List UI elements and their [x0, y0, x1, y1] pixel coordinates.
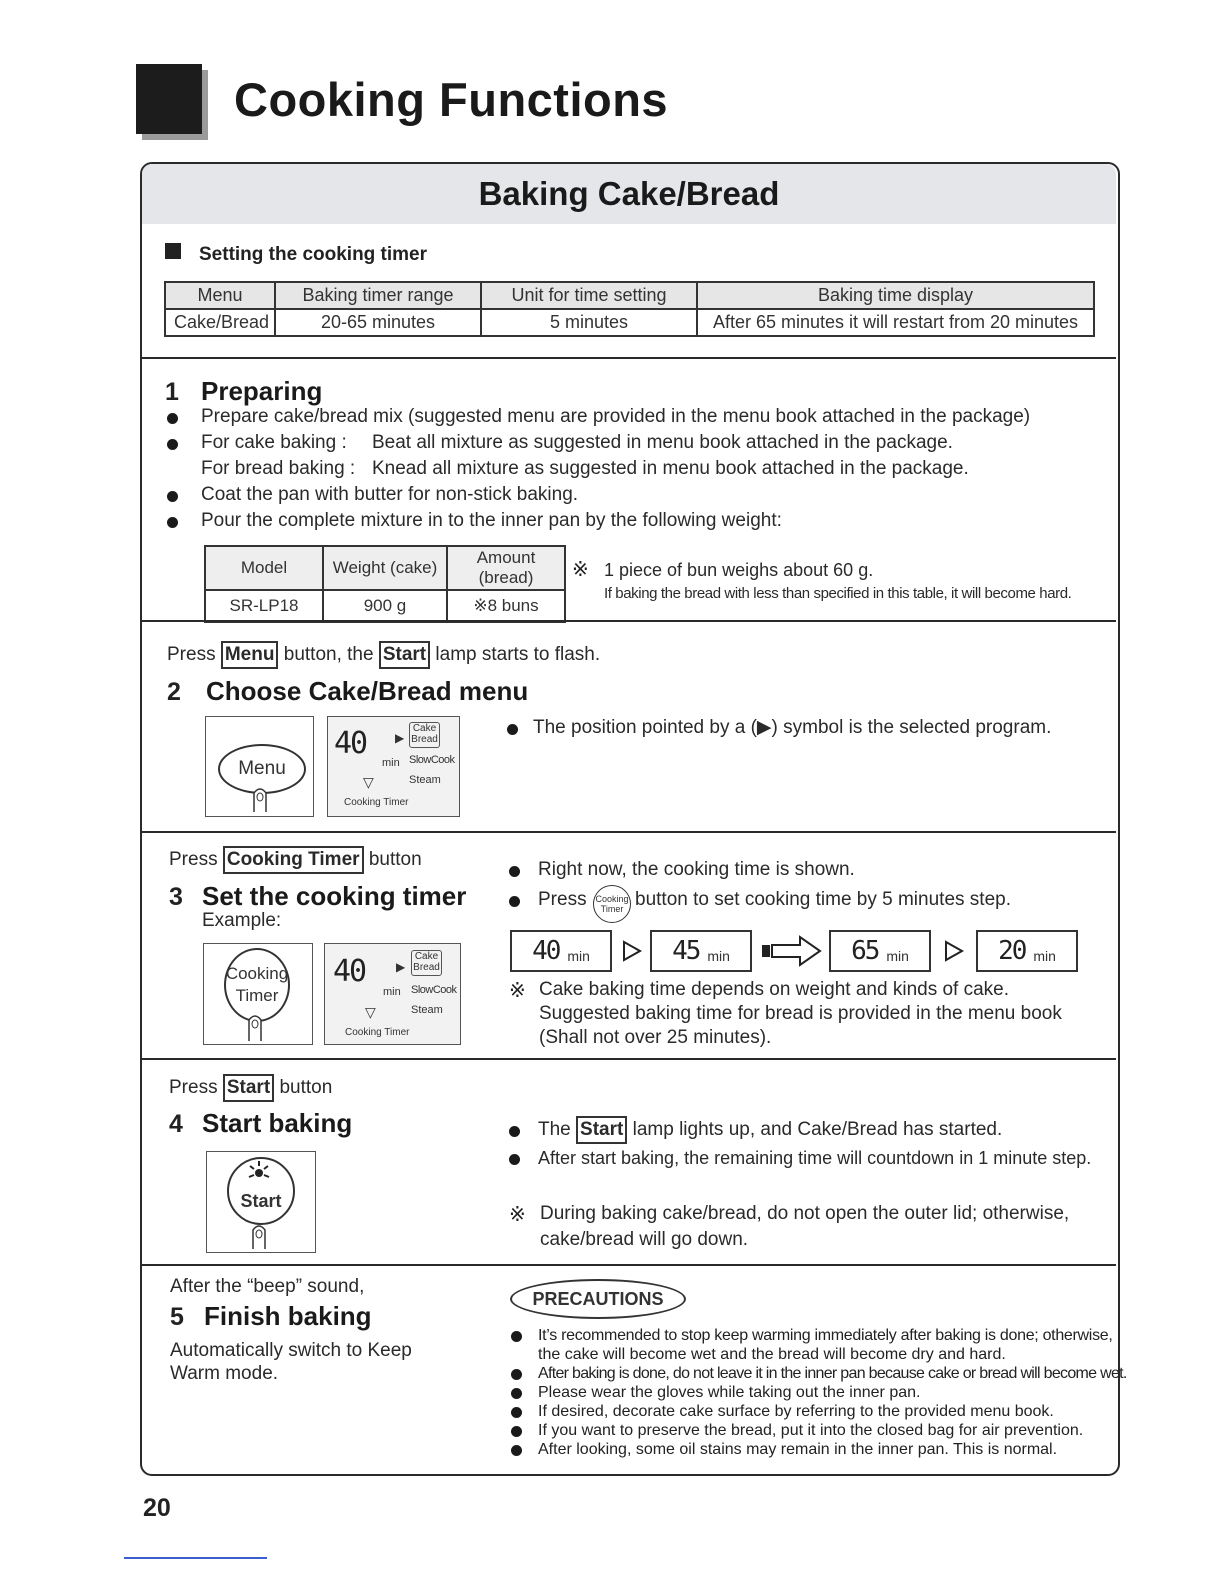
sparkle-icon	[247, 1160, 271, 1184]
table-header-cell: Unit for time setting	[481, 282, 697, 309]
time-display-unit: min	[707, 948, 730, 964]
table-row	[165, 309, 1094, 336]
menu-bread-label: Bread	[411, 734, 438, 745]
list-item	[511, 1440, 1127, 1459]
step4-bullet1	[538, 1116, 1002, 1144]
list-item	[511, 1402, 1127, 1421]
big-arrow-icon	[760, 935, 822, 967]
time-display-digits: 40	[532, 936, 560, 966]
step3-bullet1: Right now, the cooking time is shown.	[538, 859, 855, 880]
bullet-icon	[511, 1388, 522, 1399]
bullet-icon	[167, 413, 178, 424]
time-display-digits: 20	[998, 936, 1026, 966]
step1-bread-text: Knead all mixture as suggested in menu book attached in the package.	[372, 458, 969, 479]
divider	[142, 357, 1116, 359]
time-display-digits: 65	[851, 936, 879, 966]
menu-steam-label: Steam	[409, 774, 441, 786]
bullet-icon	[509, 1126, 520, 1137]
step4-bullet2: After start baking, the remaining time will countdown in 1 minute step.	[538, 1148, 1092, 1168]
table-header-cell: Model	[205, 546, 323, 590]
step2-title: Choose Cake/Bread menu	[206, 676, 529, 706]
menu-cake-label: Cake	[412, 723, 437, 734]
step4-bullet1-prefix: The	[538, 1119, 571, 1140]
step1-bullet3: Coat the pan with butter for non-stick baking.	[201, 484, 579, 505]
list-item	[511, 1364, 1127, 1383]
table-header-cell: Amount (bread)	[447, 546, 565, 590]
finger-icon	[250, 785, 270, 813]
table-header-cell: Weight (cake)	[323, 546, 447, 590]
bullet-icon	[167, 491, 178, 502]
step2-press-line	[167, 641, 600, 669]
precautions-badge	[510, 1279, 686, 1319]
step2-number: 2	[167, 678, 181, 706]
time-display-45	[650, 930, 752, 972]
list-item	[511, 1326, 1127, 1345]
step3-note-line2: Suggested baking time for bread is provided in the menu book	[539, 1003, 1062, 1024]
cooking-timer-button-panel	[203, 943, 313, 1045]
table-cell: After 65 minutes it will restart from 20 minutes	[697, 309, 1094, 336]
weight-table	[204, 545, 566, 623]
step2-bullet: The position pointed by a (▶) symbol is the selected program.	[533, 717, 1052, 738]
time-display-unit: min	[567, 948, 590, 964]
lcd-digits: 40	[333, 954, 366, 989]
table-cell: 20-65 minutes	[275, 309, 481, 336]
cooking-timer-button[interactable]	[224, 948, 290, 1022]
table-cell: SR-LP18	[205, 590, 323, 622]
table-header-row	[165, 282, 1094, 309]
menu-steam-label: Steam	[411, 1004, 443, 1016]
lcd-display-panel	[327, 716, 460, 817]
step1-note-line1: 1 piece of bun weighs about 60 g.	[604, 560, 874, 580]
bullet-icon	[509, 1154, 520, 1165]
start-key-label: Start	[379, 641, 430, 669]
table-cell: 5 minutes	[481, 309, 697, 336]
step2-press-suffix: lamp starts to flash.	[435, 644, 601, 665]
precautions-list	[511, 1326, 1127, 1459]
step3-press-prefix: Press	[169, 849, 218, 870]
step5-desc-line2: Warm mode.	[170, 1363, 279, 1384]
table-header-cell: Menu	[165, 282, 275, 309]
list-item	[511, 1421, 1127, 1440]
step4-title: Start baking	[202, 1108, 353, 1138]
menu-slowcook-label: SlowCook	[409, 754, 455, 766]
cooking-timer-button-line2: Timer	[235, 986, 279, 1005]
mini-button-line2: Timer	[600, 904, 624, 914]
time-display-20	[976, 930, 1078, 972]
step1-note-line2: If baking the bread with less than specified in this table, it will become hard.	[604, 585, 1072, 602]
mini-button-line1: Cooking	[595, 894, 629, 904]
lcd-unit: min	[382, 757, 400, 769]
bullet-icon	[167, 439, 178, 450]
step3-bullet2-prefix: Press	[538, 889, 587, 910]
step4-bullet1-suffix: lamp lights up, and Cake/Bread has started.	[632, 1119, 1003, 1140]
arrow-right-icon	[943, 940, 965, 962]
start-button-panel	[206, 1151, 316, 1253]
bullet-icon	[511, 1407, 522, 1418]
precaution-text: It’s recommended to stop keep warming immediately after baking is done; otherwise,	[538, 1327, 1113, 1344]
step4-note-line1: During baking cake/bread, do not open the outer lid; otherwise,	[540, 1203, 1070, 1224]
precautions-label: PRECAUTIONS	[532, 1288, 664, 1309]
precaution-text: After looking, some oil stains may remain in the inner pan. This is normal.	[538, 1441, 1058, 1458]
step5-number: 5	[170, 1303, 184, 1331]
time-display-unit: min	[1033, 948, 1056, 964]
lcd-digits: 40	[334, 726, 367, 761]
precaution-text: After baking is done, do not leave it in the inner pan because cake or bread will become wet.	[538, 1365, 1127, 1382]
table-header-row	[205, 546, 565, 590]
time-display-unit: min	[886, 948, 909, 964]
bullet-icon	[511, 1445, 522, 1456]
pointer-icon: ▶	[395, 731, 405, 745]
time-display-40	[510, 930, 612, 972]
step1-bread-label: For bread baking :	[201, 458, 356, 479]
bullet-icon	[511, 1426, 522, 1437]
table-cell: Cake/Bread	[165, 309, 275, 336]
title-block-icon	[136, 64, 202, 134]
finger-icon	[249, 1222, 269, 1250]
cooking-timer-mini-button[interactable]	[593, 885, 631, 923]
start-key-label: Start	[223, 1074, 274, 1102]
down-arrow-icon: ▽	[365, 1004, 376, 1020]
step4-press-suffix: button	[279, 1077, 333, 1098]
step1-title: Preparing	[201, 376, 323, 406]
lcd-unit: min	[383, 986, 401, 998]
menu-key-label: Menu	[221, 641, 279, 669]
precaution-text: Please wear the gloves while taking out the inner pan.	[538, 1384, 921, 1401]
menu-slowcook-label: SlowCook	[411, 984, 457, 996]
step5-title: Finish baking	[204, 1301, 372, 1331]
pointer-icon: ▶	[396, 960, 406, 974]
divider	[142, 620, 1116, 622]
display-caption: Cooking Timer	[344, 797, 409, 808]
table-cell: 900 g	[323, 590, 447, 622]
down-arrow-icon: ▽	[363, 774, 374, 790]
divider	[142, 1058, 1116, 1060]
time-display-digits: 45	[672, 936, 700, 966]
step3-press-line	[169, 846, 422, 874]
menu-button-panel	[205, 716, 314, 817]
bullet-icon	[167, 517, 178, 528]
step3-example: Example:	[202, 910, 282, 931]
table-header-cell: Baking timer range	[275, 282, 481, 309]
step3-title: Set the cooking timer	[202, 881, 467, 911]
step4-press-line	[169, 1074, 332, 1102]
cooking-timer-button-line1: Cooking	[225, 964, 289, 983]
time-display-65	[829, 930, 931, 972]
table-header-cell: Baking time display	[697, 282, 1094, 309]
square-bullet-icon	[165, 243, 181, 259]
step3-press-suffix: button	[368, 849, 422, 870]
section-title: Baking Cake/Bread	[478, 175, 780, 212]
precaution-continuation: the cake will become wet and the bread will become dry and hard.	[538, 1346, 1006, 1363]
arrow-right-icon	[621, 940, 643, 962]
display-caption: Cooking Timer	[345, 1027, 410, 1038]
page-title: Cooking Functions	[234, 73, 669, 126]
divider	[142, 831, 1116, 833]
menu-button-label: Menu	[238, 758, 286, 779]
step1-number: 1	[165, 378, 179, 406]
cooking-timer-key-label: Cooking Timer	[223, 846, 364, 874]
finger-icon	[245, 1012, 265, 1042]
bullet-icon	[509, 866, 520, 877]
step4-note-line2: cake/bread will go down.	[540, 1229, 749, 1250]
menu-bread-label: Bread	[413, 962, 440, 973]
step5-intro: After the “beep” sound,	[170, 1276, 365, 1297]
note-mark: ※	[509, 980, 526, 1002]
cake-bread-indicator	[411, 950, 442, 976]
footer-rule	[124, 1557, 267, 1559]
timer-settings-heading: Setting the cooking timer	[199, 244, 428, 265]
page-number: 20	[143, 1494, 171, 1522]
timer-settings-table	[164, 281, 1095, 337]
bullet-icon	[511, 1369, 522, 1380]
step3-number: 3	[169, 883, 183, 911]
step1-cake-text: Beat all mixture as suggested in menu book attached in the package.	[372, 432, 953, 453]
start-button-label: Start	[240, 1190, 282, 1211]
table-row	[205, 590, 565, 622]
step4-number: 4	[169, 1110, 183, 1138]
step2-press-prefix: Press	[167, 644, 216, 665]
lcd-display-panel	[324, 943, 461, 1045]
bullet-icon	[511, 1331, 522, 1342]
start-key-label: Start	[576, 1116, 627, 1144]
step3-note-line1: Cake baking time depends on weight and kinds of cake.	[539, 979, 1010, 1000]
divider	[142, 1264, 1116, 1266]
step5-desc-line1: Automatically switch to Keep	[170, 1340, 412, 1361]
step1-bullet4: Pour the complete mixture in to the inner pan by the following weight:	[201, 510, 782, 531]
precaution-text: If desired, decorate cake surface by referring to the provided menu book.	[538, 1403, 1054, 1420]
menu-cake-label: Cake	[414, 951, 439, 962]
step1-bullet1: Prepare cake/bread mix (suggested menu are provided in the menu book attached in the package)	[201, 406, 1031, 427]
table-cell: ※8 buns	[447, 590, 565, 622]
note-mark: ※	[572, 559, 589, 581]
bullet-icon	[509, 896, 520, 907]
list-item	[511, 1383, 1127, 1402]
precaution-text: If you want to preserve the bread, put it into the closed bag for air prevention.	[538, 1422, 1084, 1439]
step3-note-line3: (Shall not over 25 minutes).	[539, 1027, 772, 1048]
step1-cake-label: For cake baking :	[201, 432, 347, 453]
step3-bullet2-suffix: button to set cooking time by 5 minutes step.	[635, 889, 1011, 910]
note-mark: ※	[509, 1204, 526, 1226]
cake-bread-indicator	[409, 722, 440, 748]
step2-press-mid: button, the	[283, 644, 374, 665]
bullet-icon	[507, 724, 518, 735]
step4-press-prefix: Press	[169, 1077, 218, 1098]
